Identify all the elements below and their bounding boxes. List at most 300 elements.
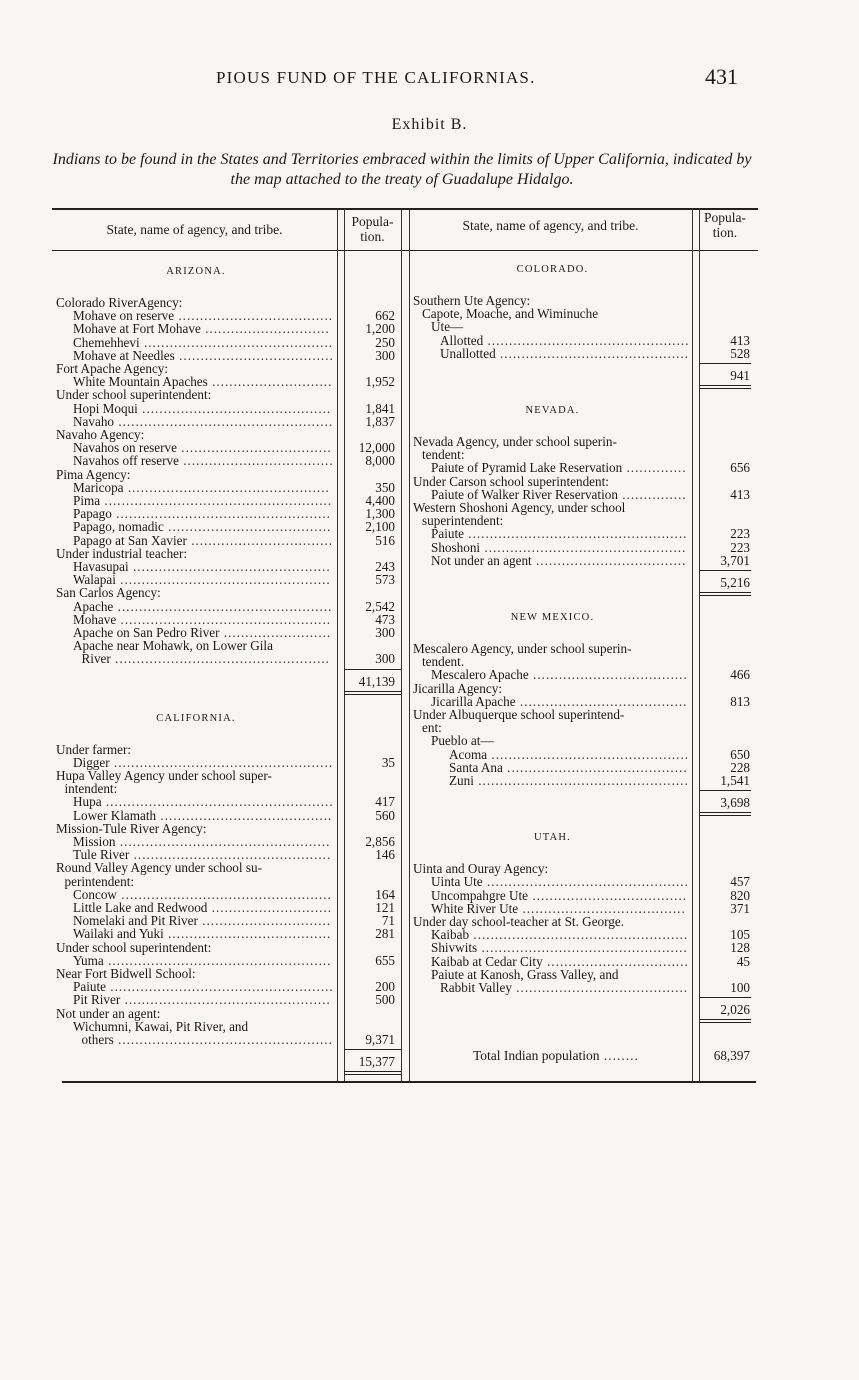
population-cell bbox=[335, 888, 395, 901]
row-label-text: Little Lake and Redwood bbox=[73, 900, 208, 915]
leader-dots: ........................................ bbox=[156, 807, 333, 823]
population-cell bbox=[690, 488, 750, 501]
table-row bbox=[56, 967, 336, 980]
population-cell bbox=[335, 652, 395, 665]
row-label-text: Not under an agent bbox=[431, 552, 532, 568]
row-label-text: Mission bbox=[73, 834, 116, 849]
row-label bbox=[73, 954, 332, 967]
population-cell bbox=[335, 336, 395, 349]
population-cell bbox=[690, 334, 750, 347]
population-value: 820 bbox=[730, 887, 750, 903]
subtotal-rule bbox=[699, 363, 751, 364]
population-cell bbox=[690, 554, 750, 567]
population-value: 9,371 bbox=[365, 1032, 395, 1047]
table-row bbox=[56, 861, 336, 874]
population-value: 1,200 bbox=[365, 321, 395, 337]
leader-dots: ............... bbox=[617, 486, 687, 502]
population-cell bbox=[335, 809, 395, 822]
leader-dots: ................................................... bbox=[463, 526, 688, 542]
row-label-text: Papago, nomadic bbox=[73, 519, 164, 535]
population-cell bbox=[335, 927, 395, 940]
table-row bbox=[413, 294, 692, 307]
page-number: 431 bbox=[705, 64, 738, 89]
leader-dots: ............................. bbox=[200, 321, 330, 337]
population-value: 1,837 bbox=[365, 413, 395, 429]
population-value: 350 bbox=[375, 479, 395, 495]
table-row bbox=[56, 507, 336, 520]
row-label bbox=[413, 682, 502, 695]
row-label bbox=[56, 362, 168, 375]
subtotal-double-rule bbox=[344, 1074, 401, 1075]
table-row bbox=[413, 488, 692, 501]
leader-dots: ....................................... bbox=[515, 693, 688, 709]
table-row bbox=[56, 322, 336, 335]
row-label-text: Pima bbox=[73, 493, 101, 508]
table-row bbox=[413, 461, 692, 474]
table-row bbox=[413, 862, 692, 875]
leader-dots: .............................................. bbox=[128, 559, 331, 574]
population-cell bbox=[690, 889, 750, 902]
table-top-rule bbox=[52, 208, 758, 210]
population-cell bbox=[690, 461, 750, 474]
row-label-text: Apache near Mohawk, on Lower Gila bbox=[73, 638, 273, 654]
population-cell bbox=[335, 560, 395, 573]
row-label bbox=[56, 743, 131, 756]
section-heading: NEW MEXICO. bbox=[510, 612, 595, 623]
row-label bbox=[431, 541, 686, 554]
row-label-text: intendent: bbox=[64, 781, 118, 797]
row-label bbox=[73, 914, 331, 927]
table-row bbox=[413, 307, 692, 320]
table-row bbox=[56, 534, 336, 547]
subtotal-row bbox=[690, 796, 750, 809]
population-cell bbox=[690, 695, 750, 708]
grand-total-value-cell bbox=[690, 1049, 750, 1062]
row-label-text: Under school superintendent: bbox=[56, 387, 212, 403]
population-value: 560 bbox=[375, 807, 395, 823]
leader-dots: ................................................ bbox=[477, 940, 688, 956]
leader-dots: .............. bbox=[622, 460, 687, 476]
population-value: 164 bbox=[375, 886, 395, 902]
table-row bbox=[413, 682, 692, 695]
table-row bbox=[56, 573, 336, 586]
row-label-text: Navahos off reserve bbox=[73, 453, 179, 469]
row-label bbox=[56, 586, 161, 599]
population-cell bbox=[335, 494, 395, 507]
row-label bbox=[73, 375, 332, 388]
row-label bbox=[422, 514, 503, 527]
row-label-text: Nevada Agency, under school superin- bbox=[413, 434, 617, 449]
row-label bbox=[413, 435, 617, 448]
population-cell bbox=[690, 928, 750, 941]
row-label-text: Ute— bbox=[431, 319, 464, 335]
leader-dots: .............................................. bbox=[129, 847, 332, 863]
population-value: 656 bbox=[730, 460, 750, 476]
row-label-text: Under Carson school superintendent: bbox=[413, 473, 609, 489]
population-value: 2,542 bbox=[365, 598, 395, 614]
table-row bbox=[56, 1020, 336, 1033]
population-value: 662 bbox=[375, 308, 395, 324]
population-value: 1,841 bbox=[365, 400, 395, 416]
row-label bbox=[56, 296, 182, 309]
table-row bbox=[56, 481, 336, 494]
population-value: 371 bbox=[730, 900, 750, 916]
row-label-text: Kaibab bbox=[431, 927, 470, 943]
row-label-text: Not under an agent: bbox=[56, 1005, 161, 1021]
leader-dots: ................................................ bbox=[120, 992, 331, 1008]
row-label bbox=[449, 748, 689, 761]
leader-dots: ................................... bbox=[531, 552, 687, 568]
population-value: 300 bbox=[375, 625, 395, 640]
table-head-rule bbox=[52, 250, 758, 251]
row-label-text: Kaibab at Cedar City bbox=[431, 953, 543, 969]
subtotal-rule bbox=[344, 669, 401, 670]
table-row bbox=[56, 336, 336, 349]
table-row bbox=[413, 527, 692, 540]
col-heading-population: Popula- tion. bbox=[351, 214, 394, 244]
col-heading-name: State, name of agency, and tribe. bbox=[462, 218, 639, 233]
row-label bbox=[73, 336, 333, 349]
population-cell bbox=[335, 441, 395, 454]
leader-dots: .................................... bbox=[174, 308, 334, 324]
row-label bbox=[440, 334, 689, 347]
table-row bbox=[413, 981, 692, 994]
population-cell bbox=[335, 914, 395, 927]
population-value: 45 bbox=[736, 953, 750, 969]
subtotal-row bbox=[335, 675, 395, 688]
table-row bbox=[56, 600, 336, 613]
table-row bbox=[413, 889, 692, 902]
section-heading: COLORADO. bbox=[516, 264, 589, 275]
grand-total-label: Total Indian population ........ bbox=[473, 1048, 639, 1064]
row-label bbox=[56, 941, 211, 954]
table-row bbox=[413, 928, 692, 941]
row-label bbox=[73, 613, 331, 626]
row-label-text: Pit River bbox=[73, 992, 121, 1008]
table-row bbox=[56, 547, 336, 560]
subtotal-rule bbox=[344, 1049, 401, 1050]
subtotal-double-rule bbox=[699, 595, 751, 596]
table-row bbox=[56, 441, 336, 454]
row-label bbox=[413, 642, 632, 655]
row-label-text: Uncompahgre Ute bbox=[431, 887, 529, 903]
population-cell bbox=[335, 520, 395, 533]
subtotal-double-rule bbox=[344, 1071, 401, 1072]
table-row bbox=[413, 347, 692, 360]
population-cell bbox=[335, 534, 395, 547]
population-value: 228 bbox=[730, 759, 750, 775]
row-label bbox=[431, 554, 686, 567]
row-label bbox=[431, 668, 688, 681]
leader-dots: ................................................. bbox=[115, 834, 331, 849]
population-cell bbox=[335, 309, 395, 322]
table-row bbox=[413, 642, 692, 655]
population-cell bbox=[335, 402, 395, 415]
population-value: 1,952 bbox=[365, 374, 395, 390]
row-label-text: Paiute bbox=[73, 979, 106, 995]
exhibit-title: Exhibit B. bbox=[391, 116, 468, 133]
leader-dots: ................................... bbox=[177, 440, 332, 456]
leader-dots: ................................................. bbox=[116, 611, 332, 627]
population-cell bbox=[335, 349, 395, 362]
row-label bbox=[422, 448, 464, 461]
population-value: 281 bbox=[375, 926, 395, 942]
population-cell bbox=[690, 774, 750, 787]
row-label-text: Under school superintendent: bbox=[56, 939, 212, 955]
row-label-text: Chemehhevi bbox=[73, 334, 140, 350]
population-value: 655 bbox=[375, 952, 395, 968]
row-label bbox=[65, 875, 135, 888]
table-row bbox=[56, 454, 336, 467]
table-row bbox=[56, 993, 336, 1006]
table-row bbox=[56, 888, 336, 901]
table-row bbox=[56, 795, 336, 808]
row-label-text: Paiute bbox=[431, 526, 464, 542]
population-value: 300 bbox=[375, 651, 395, 667]
row-label bbox=[431, 875, 689, 888]
row-label bbox=[73, 1020, 248, 1033]
row-label-text: Papago at San Xavier bbox=[73, 532, 187, 548]
row-label bbox=[73, 560, 331, 573]
table-row bbox=[56, 494, 336, 507]
population-value: 200 bbox=[375, 979, 395, 995]
row-label-text: Uinta and Ouray Agency: bbox=[413, 861, 549, 877]
subtotal-double-rule bbox=[699, 1019, 751, 1020]
row-label bbox=[440, 347, 689, 360]
row-label-text: Rabbit Valley bbox=[440, 980, 512, 995]
leader-dots: .................................................... bbox=[105, 979, 334, 995]
population-cell bbox=[335, 1033, 395, 1046]
row-label bbox=[73, 415, 333, 428]
row-label bbox=[56, 769, 272, 782]
population-value: 650 bbox=[730, 746, 750, 762]
population-cell bbox=[335, 980, 395, 993]
row-label bbox=[73, 993, 331, 1006]
population-value: 457 bbox=[730, 874, 750, 890]
grand-total-value: 68,397 bbox=[713, 1048, 750, 1064]
leader-dots: ..................................................... bbox=[101, 794, 334, 810]
population-value: 223 bbox=[730, 526, 750, 542]
population-cell bbox=[690, 955, 750, 968]
leader-dots: .................................................. bbox=[113, 598, 333, 614]
row-label-text: Acoma bbox=[449, 746, 488, 762]
population-value: 413 bbox=[730, 486, 750, 502]
row-label bbox=[413, 294, 530, 307]
population-value: 35 bbox=[381, 754, 395, 770]
subtotal-double-rule bbox=[699, 385, 751, 386]
row-label-text: Mohave at Needles bbox=[73, 347, 175, 363]
table-row bbox=[56, 415, 336, 428]
population-value: 500 bbox=[375, 992, 395, 1008]
row-label bbox=[65, 782, 118, 795]
population-cell bbox=[335, 795, 395, 808]
page-header bbox=[0, 64, 859, 98]
table-row bbox=[56, 428, 336, 441]
subtotal-value: 41,139 bbox=[358, 673, 395, 689]
population-cell bbox=[690, 527, 750, 540]
row-label-text: ent: bbox=[422, 720, 442, 736]
population-value: 417 bbox=[375, 794, 395, 810]
row-label bbox=[431, 527, 687, 540]
row-label bbox=[73, 600, 332, 613]
row-label-text: Paiute of Walker River Reservation bbox=[431, 486, 618, 502]
row-label-text: Mescalero Agency, under school superin- bbox=[413, 641, 632, 656]
population-cell bbox=[335, 600, 395, 613]
leader-dots: .......................................... bbox=[502, 759, 688, 775]
row-label bbox=[431, 488, 687, 501]
population-cell bbox=[335, 901, 395, 914]
population-cell bbox=[335, 954, 395, 967]
population-cell bbox=[335, 993, 395, 1006]
population-value: 4,400 bbox=[365, 493, 395, 508]
population-value: 528 bbox=[730, 345, 750, 361]
subtotal-value: 3,698 bbox=[720, 795, 750, 811]
subtotal-row bbox=[335, 1055, 395, 1068]
row-label bbox=[413, 708, 624, 721]
population-value: 121 bbox=[375, 900, 395, 915]
row-label-text: Near Fort Bidwell School: bbox=[56, 966, 196, 981]
table-row bbox=[413, 655, 692, 668]
row-label bbox=[56, 428, 144, 441]
population-value: 1,300 bbox=[365, 506, 395, 522]
row-label-text: tendent: bbox=[422, 447, 465, 463]
table-row bbox=[413, 915, 692, 928]
row-label bbox=[73, 349, 334, 362]
population-cell bbox=[690, 981, 750, 994]
population-cell bbox=[335, 415, 395, 428]
table-row bbox=[56, 980, 336, 993]
table-row bbox=[56, 809, 336, 822]
row-label-text: San Carlos Agency: bbox=[56, 585, 161, 601]
population-cell bbox=[335, 454, 395, 467]
subtotal-value: 941 bbox=[730, 368, 750, 383]
row-label-text: Maricopa bbox=[73, 479, 124, 495]
section-heading: ARIZONA. bbox=[166, 266, 226, 277]
subtotal-double-rule bbox=[699, 812, 751, 813]
population-cell bbox=[335, 375, 395, 388]
population-value: 146 bbox=[375, 847, 395, 863]
row-label bbox=[413, 862, 548, 875]
row-label bbox=[431, 320, 463, 333]
row-label-text: Mescalero Apache bbox=[431, 667, 529, 683]
population-cell bbox=[690, 902, 750, 915]
row-label-text: superintendent: bbox=[422, 513, 504, 529]
table-row bbox=[413, 941, 692, 954]
population-cell bbox=[335, 835, 395, 848]
population-value: 223 bbox=[730, 539, 750, 555]
table-row bbox=[413, 541, 692, 554]
row-label-text: Tule River bbox=[73, 847, 130, 863]
population-value: 8,000 bbox=[365, 453, 395, 469]
row-label bbox=[73, 927, 331, 940]
table-row bbox=[413, 968, 692, 981]
row-label bbox=[56, 822, 206, 835]
row-label-text: Santa Ana bbox=[449, 759, 503, 775]
subtotal-double-rule bbox=[699, 592, 751, 593]
row-label-text: Under day school-teacher at St. George. bbox=[413, 914, 625, 929]
row-label bbox=[413, 915, 624, 928]
subtotal-double-rule bbox=[344, 691, 401, 692]
leader-dots: .............................................. bbox=[487, 746, 690, 762]
row-label bbox=[431, 695, 687, 708]
population-cell bbox=[335, 507, 395, 520]
population-value: 473 bbox=[375, 611, 395, 627]
population-value: 105 bbox=[730, 927, 750, 943]
row-label-text: Navaho Agency: bbox=[56, 427, 145, 442]
row-label-text: Under farmer: bbox=[56, 741, 132, 757]
population-value: 12,000 bbox=[358, 440, 395, 456]
table-row bbox=[56, 613, 336, 626]
row-label bbox=[82, 1033, 333, 1046]
table-row bbox=[56, 626, 336, 639]
table-row bbox=[56, 639, 336, 652]
table-row bbox=[56, 927, 336, 940]
row-label-text: Havasupai bbox=[73, 559, 129, 574]
row-label-text: River bbox=[81, 651, 111, 667]
row-label bbox=[413, 501, 625, 514]
leader-dots: ................................................... bbox=[109, 754, 334, 770]
leader-dots: ......................... bbox=[219, 625, 332, 640]
row-label bbox=[73, 402, 331, 415]
leader-dots: .................................................. bbox=[114, 413, 334, 429]
subtotal-row bbox=[690, 369, 750, 382]
row-label-text: Navaho bbox=[73, 413, 115, 429]
row-label bbox=[73, 809, 332, 822]
col-heading-population: Popula- tion. bbox=[704, 210, 746, 240]
subtotal-value: 5,216 bbox=[720, 575, 750, 590]
row-label-text: others bbox=[81, 1032, 114, 1047]
row-label-text: Apache bbox=[73, 598, 114, 614]
col-heading-name: State, name of agency, and tribe. bbox=[106, 222, 283, 237]
row-label-text: Papago bbox=[73, 506, 112, 522]
table-row bbox=[56, 756, 336, 769]
row-label bbox=[56, 1007, 160, 1020]
row-label bbox=[73, 534, 333, 547]
row-label-text: Wichumni, Kawai, Pit River, and bbox=[73, 1018, 249, 1034]
table-row bbox=[56, 468, 336, 481]
table-row bbox=[413, 501, 692, 514]
col-divider bbox=[401, 208, 402, 1081]
table-row bbox=[56, 954, 336, 967]
row-label bbox=[56, 861, 262, 874]
population-value: 2,856 bbox=[365, 834, 395, 849]
row-label bbox=[431, 461, 687, 474]
population-cell bbox=[690, 761, 750, 774]
row-label-text: Lower Klamath bbox=[73, 807, 157, 823]
table-row bbox=[56, 835, 336, 848]
leader-dots: ........................................ bbox=[511, 980, 689, 995]
col-divider bbox=[409, 208, 410, 1081]
table-row bbox=[413, 554, 692, 567]
row-label-text: Paiute of Pyramid Lake Reservation bbox=[431, 460, 623, 476]
leader-dots: .................................................. bbox=[110, 651, 330, 667]
population-cell bbox=[335, 613, 395, 626]
population-value: 573 bbox=[375, 572, 395, 588]
row-label bbox=[56, 388, 211, 401]
subtotal-rule bbox=[699, 997, 751, 998]
row-label bbox=[73, 573, 331, 586]
leader-dots: .............................. bbox=[197, 913, 332, 929]
row-label bbox=[440, 981, 688, 994]
row-label bbox=[73, 980, 334, 993]
table-row bbox=[413, 902, 692, 915]
row-label-text: Walapai bbox=[73, 572, 116, 588]
row-label-text: Western Shoshoni Agency, under school bbox=[413, 500, 626, 515]
row-label-text: Zuni bbox=[449, 773, 474, 788]
leader-dots: ................................................. bbox=[116, 886, 332, 902]
leader-dots: ............................................... bbox=[482, 874, 689, 890]
row-label bbox=[73, 454, 334, 467]
